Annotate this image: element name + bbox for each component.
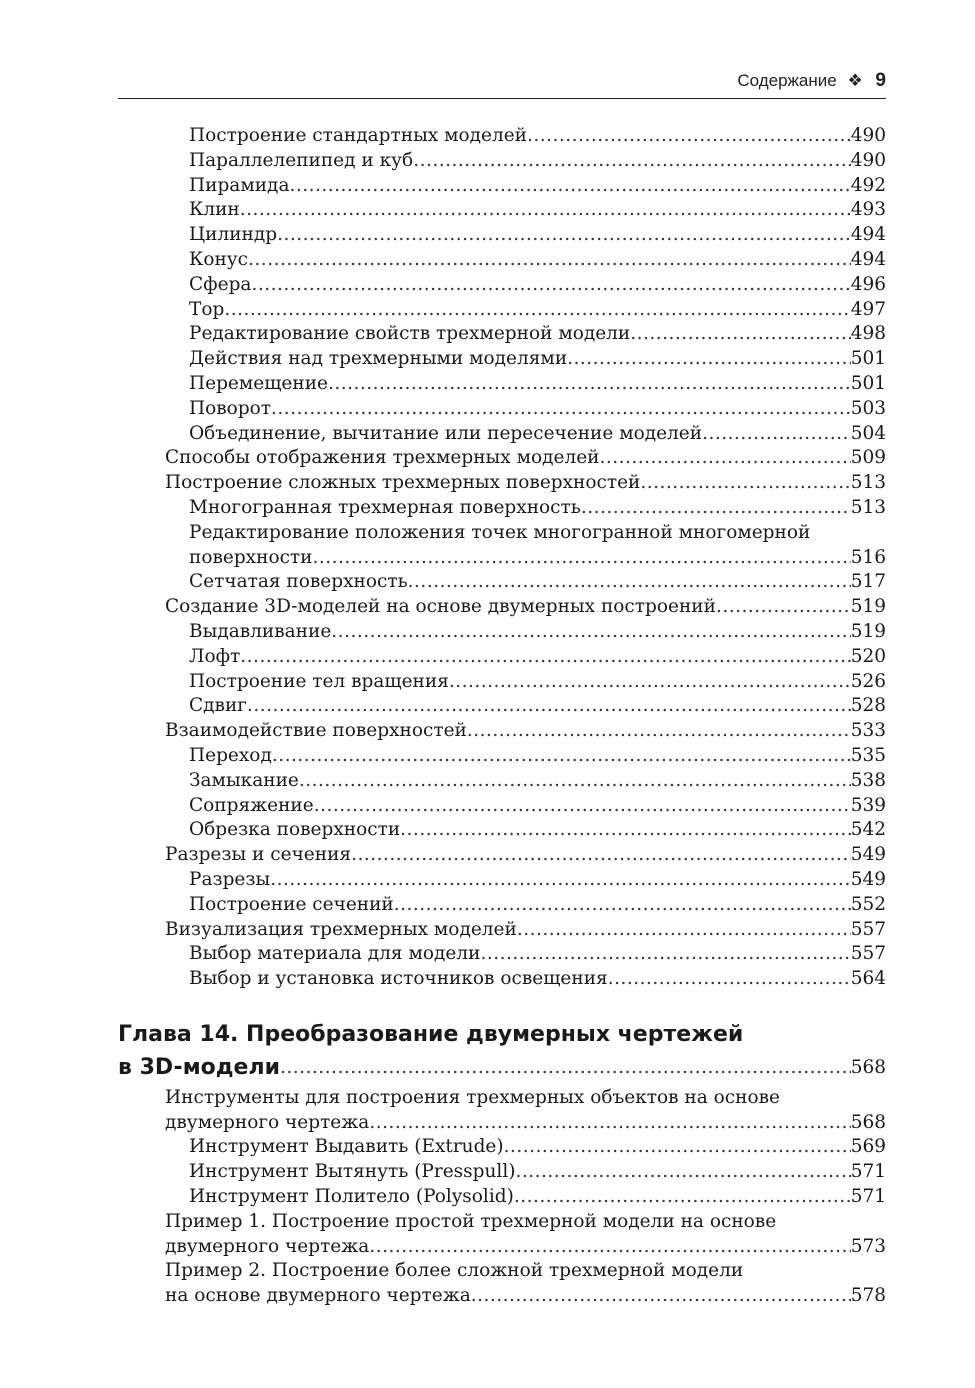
toc-entry[interactable] xyxy=(118,868,886,893)
toc-entry-row xyxy=(118,794,886,819)
toc-entry-page: 519 xyxy=(850,596,886,618)
dot-leader xyxy=(272,744,851,769)
toc-entry-page: 496 xyxy=(850,273,886,295)
toc-entry-page: 535 xyxy=(850,744,886,766)
toc-entry-row xyxy=(118,1160,886,1185)
toc-entry[interactable] xyxy=(118,694,886,719)
toc-entry[interactable] xyxy=(118,818,886,843)
toc-entry-title: Редактирование свойств трехмерной модели xyxy=(189,323,631,345)
dot-leader xyxy=(400,818,851,843)
toc-entry-row xyxy=(118,546,886,571)
dot-leader xyxy=(369,1235,850,1260)
toc-entry-page: 568 xyxy=(850,1111,886,1133)
running-header xyxy=(118,66,886,99)
toc-entry-row xyxy=(118,1135,886,1160)
toc-entry-row xyxy=(118,744,886,769)
toc-entry-row xyxy=(118,918,886,943)
toc-entry-row xyxy=(118,198,886,223)
toc-entry-page: 557 xyxy=(850,943,886,965)
chapter-page: 568 xyxy=(850,1056,886,1078)
toc-entry-page: 501 xyxy=(850,348,886,370)
toc-entry-row xyxy=(118,1235,886,1260)
toc-entry-page: 513 xyxy=(850,472,886,494)
toc-entry[interactable] xyxy=(118,769,886,794)
toc-entry-title: Пирамида xyxy=(189,174,290,196)
toc-entry[interactable] xyxy=(118,794,886,819)
toc-entry-title: Разрезы и сечения xyxy=(165,844,352,866)
toc-entry-page: 513 xyxy=(850,496,886,518)
toc-entry[interactable] xyxy=(118,174,886,199)
toc-entry[interactable] xyxy=(118,1160,886,1185)
toc-entry[interactable] xyxy=(118,149,886,174)
dot-leader xyxy=(251,273,850,298)
toc-entry-page: 501 xyxy=(850,372,886,394)
toc-entry-title: Поворот xyxy=(189,397,272,419)
toc-entry-title: Выбор и установка источников освещения xyxy=(189,968,608,990)
toc-entry[interactable] xyxy=(118,198,886,223)
dot-leader xyxy=(351,843,851,868)
toc-entry-title: Создание 3D-моделей на основе двумерных построений xyxy=(165,596,716,618)
toc-entry-page: 509 xyxy=(850,447,886,469)
toc-entry[interactable] xyxy=(118,893,886,918)
toc-entry-page: 520 xyxy=(850,645,886,667)
toc-entry-title: Конус xyxy=(189,248,249,270)
toc-entry-row xyxy=(118,298,886,323)
dot-leader xyxy=(369,1111,850,1136)
dot-leader xyxy=(280,1051,851,1084)
toc-entry[interactable] xyxy=(118,248,886,273)
dot-leader xyxy=(599,446,850,471)
toc-entry-title: Многогранная трехмерная поверхность xyxy=(189,496,581,518)
toc-entry[interactable] xyxy=(118,124,886,149)
toc-entry-title: Параллелепипед и куб xyxy=(189,149,414,171)
toc-entry-title-line1: Пример 1. Построение простой трехмерной модели на основе xyxy=(165,1210,777,1232)
toc-entry-row xyxy=(118,471,886,496)
toc-entry-row xyxy=(118,818,886,843)
dot-leader xyxy=(289,174,850,199)
toc-entry-row xyxy=(118,694,886,719)
table-of-contents xyxy=(118,124,886,1309)
toc-entry[interactable] xyxy=(118,843,886,868)
dot-leader xyxy=(270,868,851,893)
toc-entry[interactable] xyxy=(118,918,886,943)
toc-entry-row xyxy=(118,595,886,620)
toc-entry-page: 557 xyxy=(850,918,886,940)
chapter-title-line2: в 3D-модели xyxy=(118,1054,281,1080)
toc-entry-title: Перемещение xyxy=(189,372,328,394)
toc-entry-row xyxy=(118,496,886,521)
toc-entry-title: на основе двумерного чертежа xyxy=(165,1285,471,1307)
toc-entry-title: Выдавливание xyxy=(189,620,332,642)
toc-entry-title: Сфера xyxy=(189,273,252,295)
toc-entry[interactable] xyxy=(118,1086,886,1136)
toc-entry[interactable] xyxy=(118,273,886,298)
dot-leader xyxy=(449,670,851,695)
toc-entry-title-line1: Инструменты для построения трехмерных объектов на основе xyxy=(165,1086,780,1108)
toc-entry[interactable] xyxy=(118,347,886,372)
toc-entry-title: Действия над трехмерными моделями xyxy=(189,348,568,370)
toc-entry-row xyxy=(118,570,886,595)
dot-leader xyxy=(567,347,851,372)
dot-leader xyxy=(328,372,851,397)
toc-entry[interactable] xyxy=(118,298,886,323)
toc-entry-row xyxy=(118,446,886,471)
toc-entry-page: 497 xyxy=(850,298,886,320)
dot-leader xyxy=(240,645,850,670)
toc-entry-page: 494 xyxy=(850,224,886,246)
dot-leader xyxy=(467,719,851,744)
toc-entry-row xyxy=(118,273,886,298)
toc-entry-row xyxy=(118,719,886,744)
toc-entry-page: 519 xyxy=(850,620,886,642)
toc-entry-row xyxy=(118,670,886,695)
toc-entry[interactable] xyxy=(118,322,886,347)
dot-leader xyxy=(271,397,851,422)
toc-entry-row xyxy=(118,149,886,174)
toc-entry-page: 539 xyxy=(850,794,886,816)
toc-entry-page: 578 xyxy=(850,1285,886,1307)
toc-entry-title: Цилиндр xyxy=(189,224,278,246)
dot-leader xyxy=(527,124,851,149)
dot-leader xyxy=(313,546,851,571)
toc-entry-title: поверхности xyxy=(189,546,313,568)
toc-entry-page: 573 xyxy=(850,1235,886,1257)
toc-entry-row xyxy=(118,1185,886,1210)
dot-leader xyxy=(331,620,850,645)
toc-entry-page: 571 xyxy=(850,1161,886,1183)
toc-entry-title: Инструмент Вытянуть (Presspull) xyxy=(189,1161,516,1183)
toc-entry[interactable] xyxy=(118,967,886,992)
toc-entry[interactable] xyxy=(118,670,886,695)
toc-entry[interactable] xyxy=(118,223,886,248)
toc-entry-page: 533 xyxy=(850,720,886,742)
toc-entry-title: двумерного чертежа xyxy=(165,1111,370,1133)
dot-leader xyxy=(702,422,851,447)
toc-entry-page: 549 xyxy=(850,868,886,890)
page-number: 9 xyxy=(875,70,886,91)
toc-entry[interactable] xyxy=(118,744,886,769)
toc-entry-page: 564 xyxy=(850,968,886,990)
toc-entry-page: 503 xyxy=(850,397,886,419)
toc-entry[interactable] xyxy=(118,422,886,447)
toc-entry-page: 493 xyxy=(850,199,886,221)
toc-entry-title: Построение тел вращения xyxy=(189,670,449,692)
dot-leader xyxy=(640,471,850,496)
toc-entry[interactable] xyxy=(118,645,886,670)
dot-leader xyxy=(517,918,851,943)
toc-entry-title: Сопряжение xyxy=(189,794,314,816)
toc-entry-page: 494 xyxy=(850,248,886,270)
toc-entry-row xyxy=(118,174,886,199)
dot-leader xyxy=(581,496,851,521)
toc-entry-title: Построение сложных трехмерных поверхностей xyxy=(165,472,641,494)
toc-entry-title: Сдвиг xyxy=(189,695,247,717)
toc-entry-title: Инструмент Политело (Polysolid) xyxy=(189,1186,514,1208)
toc-entry-row xyxy=(118,322,886,347)
toc-entry-title: Объединение, вычитание или пересечение моделей xyxy=(189,422,703,444)
dot-leader xyxy=(630,322,850,347)
toc-entry-page: 517 xyxy=(850,571,886,593)
toc-entry-row xyxy=(118,422,886,447)
dot-leader xyxy=(314,794,851,819)
toc-entry-title: Построение стандартных моделей xyxy=(189,125,528,146)
toc-entry-title: Построение сечений xyxy=(189,893,394,915)
toc-entry-row xyxy=(118,769,886,794)
toc-entry[interactable] xyxy=(118,496,886,521)
dot-leader xyxy=(716,595,851,620)
toc-entry-row xyxy=(118,942,886,967)
dot-leader xyxy=(413,149,850,174)
toc-entry-page: 571 xyxy=(850,1186,886,1208)
chapter-heading[interactable] xyxy=(118,1018,886,1084)
toc-entry-row xyxy=(118,248,886,273)
toc-entry-row xyxy=(118,967,886,992)
chapter-entries xyxy=(118,1086,886,1309)
toc-entry[interactable] xyxy=(118,372,886,397)
toc-entry-row xyxy=(118,868,886,893)
toc-entry[interactable] xyxy=(118,620,886,645)
toc-entry-page: 542 xyxy=(850,819,886,841)
dot-leader xyxy=(299,769,851,794)
dot-leader xyxy=(608,967,851,992)
toc-entry-row xyxy=(118,223,886,248)
toc-entry-row xyxy=(118,124,886,149)
toc-entry-title: Сетчатая поверхность xyxy=(189,571,408,593)
toc-entry-row xyxy=(118,843,886,868)
toc-entry-title: Взаимодействие поверхностей xyxy=(165,720,467,742)
toc-entry-page: 569 xyxy=(850,1136,886,1158)
toc-entry[interactable] xyxy=(118,1210,886,1260)
toc-entry-page: 516 xyxy=(850,546,886,568)
dot-leader xyxy=(515,1160,850,1185)
toc-entry-page: 528 xyxy=(850,695,886,717)
toc-entry-page: 490 xyxy=(850,125,886,146)
toc-entry-title: Разрезы xyxy=(189,868,271,890)
toc-entry-row xyxy=(118,347,886,372)
toc-entry-page: 552 xyxy=(850,893,886,915)
toc-entry-row xyxy=(118,1111,886,1136)
dot-leader xyxy=(504,1135,851,1160)
ornament-icon: ❖ xyxy=(847,71,863,90)
toc-entry-title: Переход xyxy=(189,744,272,766)
dot-leader xyxy=(248,248,851,273)
dot-leader xyxy=(247,694,851,719)
toc-entry[interactable] xyxy=(118,719,886,744)
toc-entry-title: Инструмент Выдавить (Extrude) xyxy=(189,1136,504,1158)
dot-leader xyxy=(277,223,851,248)
toc-entry-title: Обрезка поверхности xyxy=(189,819,401,841)
dot-leader xyxy=(471,1284,851,1309)
dot-leader xyxy=(408,570,851,595)
toc-entry-row xyxy=(118,893,886,918)
toc-entry-page: 504 xyxy=(850,422,886,444)
toc-entry-title-line1: Пример 2. Построение более сложной трехмерной модели xyxy=(165,1260,744,1282)
toc-entry-page: 490 xyxy=(850,149,886,171)
toc-entry-title: Способы отображения трехмерных моделей xyxy=(165,447,600,469)
toc-entry[interactable] xyxy=(118,471,886,496)
header-text xyxy=(737,70,886,92)
toc-entry-title: Замыкание xyxy=(189,769,299,791)
chapter-title-line1: Глава 14. Преобразование двумерных чертежей xyxy=(118,1021,744,1047)
toc-entry-row xyxy=(118,372,886,397)
toc-entry-title: Клин xyxy=(189,199,240,221)
toc-entry-title: Визуализация трехмерных моделей xyxy=(165,918,517,940)
toc-entry-page: 538 xyxy=(850,769,886,791)
toc-entry-page: 492 xyxy=(850,174,886,196)
dot-leader xyxy=(240,198,851,223)
header-section-title: Содержание xyxy=(737,71,837,90)
dot-leader xyxy=(480,942,850,967)
dot-leader xyxy=(224,298,850,323)
toc-entry[interactable] xyxy=(118,595,886,620)
toc-entry-row xyxy=(118,645,886,670)
toc-entry[interactable] xyxy=(118,1135,886,1160)
toc-entry-row xyxy=(118,1284,886,1309)
toc-entry[interactable] xyxy=(118,1185,886,1210)
dot-leader xyxy=(394,893,851,918)
toc-entry-page: 498 xyxy=(850,323,886,345)
toc-entry-row xyxy=(118,620,886,645)
toc-entry-title-line1: Редактирование положения точек многогранной многомерной xyxy=(189,521,811,543)
toc-entry[interactable] xyxy=(118,942,886,967)
toc-entry[interactable] xyxy=(118,570,886,595)
toc-entry-page: 549 xyxy=(850,844,886,866)
toc-entry-title: Тор xyxy=(189,298,225,320)
toc-entry[interactable] xyxy=(118,397,886,422)
dot-leader xyxy=(514,1185,851,1210)
toc-entry-row xyxy=(118,397,886,422)
chapter-title-row xyxy=(118,1051,886,1084)
toc-entry[interactable] xyxy=(118,446,886,471)
toc-entry[interactable] xyxy=(118,521,886,571)
toc-entry-page: 526 xyxy=(850,670,886,692)
toc-entry-title: двумерного чертежа xyxy=(165,1235,370,1257)
toc-entry-title: Лофт xyxy=(189,645,241,667)
toc-entry[interactable] xyxy=(118,1259,886,1309)
toc-entry-title: Выбор материала для модели xyxy=(189,943,481,965)
toc-entries xyxy=(118,124,886,992)
